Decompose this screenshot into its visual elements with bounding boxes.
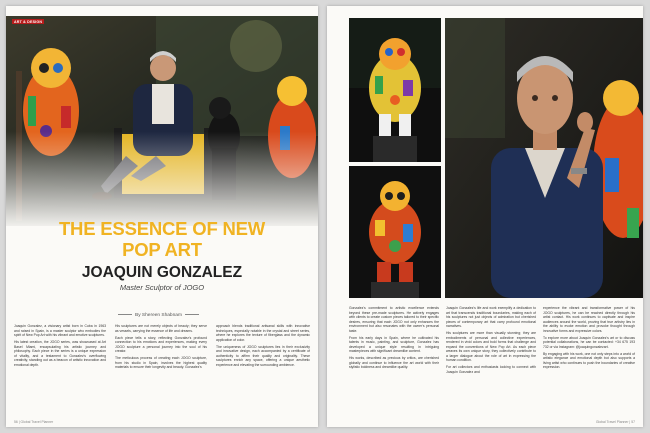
sculpture-photo-top: [349, 18, 441, 162]
page-footer-right: Global Travel Planner | 57: [595, 420, 635, 424]
headline-line-1: THE ESSENCE OF NEW: [58, 218, 266, 239]
paragraph: experience the vibrant and transformative power of his JOGO sculptures, he can be reached directly through his artist contact. His work continues to captivate and inspire audiences around the world, proving that true artistry lies in the ability to evoke emotion and provoke thought through innovative forms and expressive colors.: [543, 306, 635, 333]
section-tag: ART & DESIGN: [14, 19, 43, 24]
sculpture-photo-bottom: [349, 166, 441, 298]
artist-closeup-photo: [445, 18, 643, 298]
byline-text: By Shereen Shabnam: [135, 313, 182, 318]
paragraph: From his early days in Spain, where he cultivated his talents in music, painting, and sculpture, Gonzalez has developed a unique style resulting in intriguing masterpieces with significant dreamlike content.: [349, 335, 439, 353]
headline-line-2: POP ART: [122, 239, 202, 260]
right-page: [327, 6, 643, 427]
paragraph: His sculptures are not merely objects of beauty; they serve as vessels, carrying the essence of life and dreams.: [115, 324, 207, 333]
paragraph: approach blends traditional artisanal skills with innovative techniques, especially notable in the crystal and street series, where he explores the texture of fiberglass and the dynamic application of color.: [216, 324, 310, 342]
paragraph: Each piece tells a story, reflecting Gonzalez's profound connection to his emotions and experiences, making every JOGO sculpture a personal journey into the soul of his creator.: [115, 335, 207, 353]
paragraph: By engaging with his work, one not only steps into a world of artistic elegance and emotional depth but also supports a living artist who continues to push the boundaries of creative expression.: [543, 351, 635, 369]
left-col-1: [14, 324, 106, 370]
paragraph: His latest creation, the JOGO series, was showcased at Art Basel Miami, encapsulating his artistic journey and philosophy. Each piece in the series is a unique expression of vitality, and a testament to Gonzalez's overflowing creativity, standing out as a beacon of artistic innovation and emotional depth.: [14, 340, 106, 367]
headline: [6, 218, 318, 260]
right-col-1: [349, 306, 439, 372]
artist-name: JOAQUIN GONZALEZ: [81, 264, 243, 281]
paragraph: His works, described as precious by critics, are cherished globally and continue to influence the art world with their stylistic boldness and dreamlike quality.: [349, 356, 439, 369]
page-footer-left: 56 | Global Travel Planner: [14, 420, 54, 424]
artist-portrait-photo: [6, 16, 318, 226]
byline: [118, 313, 199, 318]
left-page: [6, 6, 318, 427]
paragraph: The meticulous process of creating each JOGO sculpture, from his studio in Spain, involves the highest quality materials to ensure their longevity and beauty. Gonzalez's: [115, 356, 207, 369]
paragraph: To explore more about Joaquin Gonzalez's art or to discuss potential collaborations, he can be contacted: +34 675 193 732 or via Instagram: @joaquingonzalezart.: [543, 335, 635, 349]
paragraph: For art collectors and enthusiasts looking to connect with Joaquin Gonzalez and: [446, 365, 536, 374]
left-col-3: [216, 324, 310, 370]
paragraph: Joaquin Gonzalez's life and work exemplify a dedication to art that transcends traditional boundaries, making each of his sculptures not just objects of admiration but cherished pieces of contemporary art that carry profound emotional narratives.: [446, 306, 536, 328]
paragraph: His sculptures are more than visually stunning; they are embodiments of personal and collective experiences, rendered in vivid colors and bold forms that challenge and expand the conventions of New Pop Art. As each piece weaves its own unique story, they collectively contribute to a larger dialogue about the role of art in expressing the human condition.: [446, 331, 536, 362]
paragraph: Joaquin Gonzalez, a visionary artist born in Cuba in 1963 and raised in Spain, is a master sculptor who embodies the spirit of New Pop Art with his vibrant and emotive sculptures.: [14, 324, 106, 337]
tagline: Master Sculptor of JOGO: [119, 283, 205, 292]
left-col-2: [115, 324, 207, 372]
right-col-3: [543, 306, 635, 372]
paragraph: The uniqueness of JOGO sculptures lies in their exclusivity and innovative design, each accompanied by a certificate of authenticity to affirm their quality and originality. These sculptures enrich any space, offering a unique aesthetic experience and elevating the surrounding ambience.: [216, 344, 310, 367]
paragraph: Gonzalez's commitment to artistic excellence extends beyond these pre-made sculptures. He actively engages with clients to create custom pieces tailored to their specific desires, ensuring that each JOGO not only enhances the environment but also resonates with the owner's personal taste.: [349, 306, 439, 333]
right-col-2: [446, 306, 536, 377]
